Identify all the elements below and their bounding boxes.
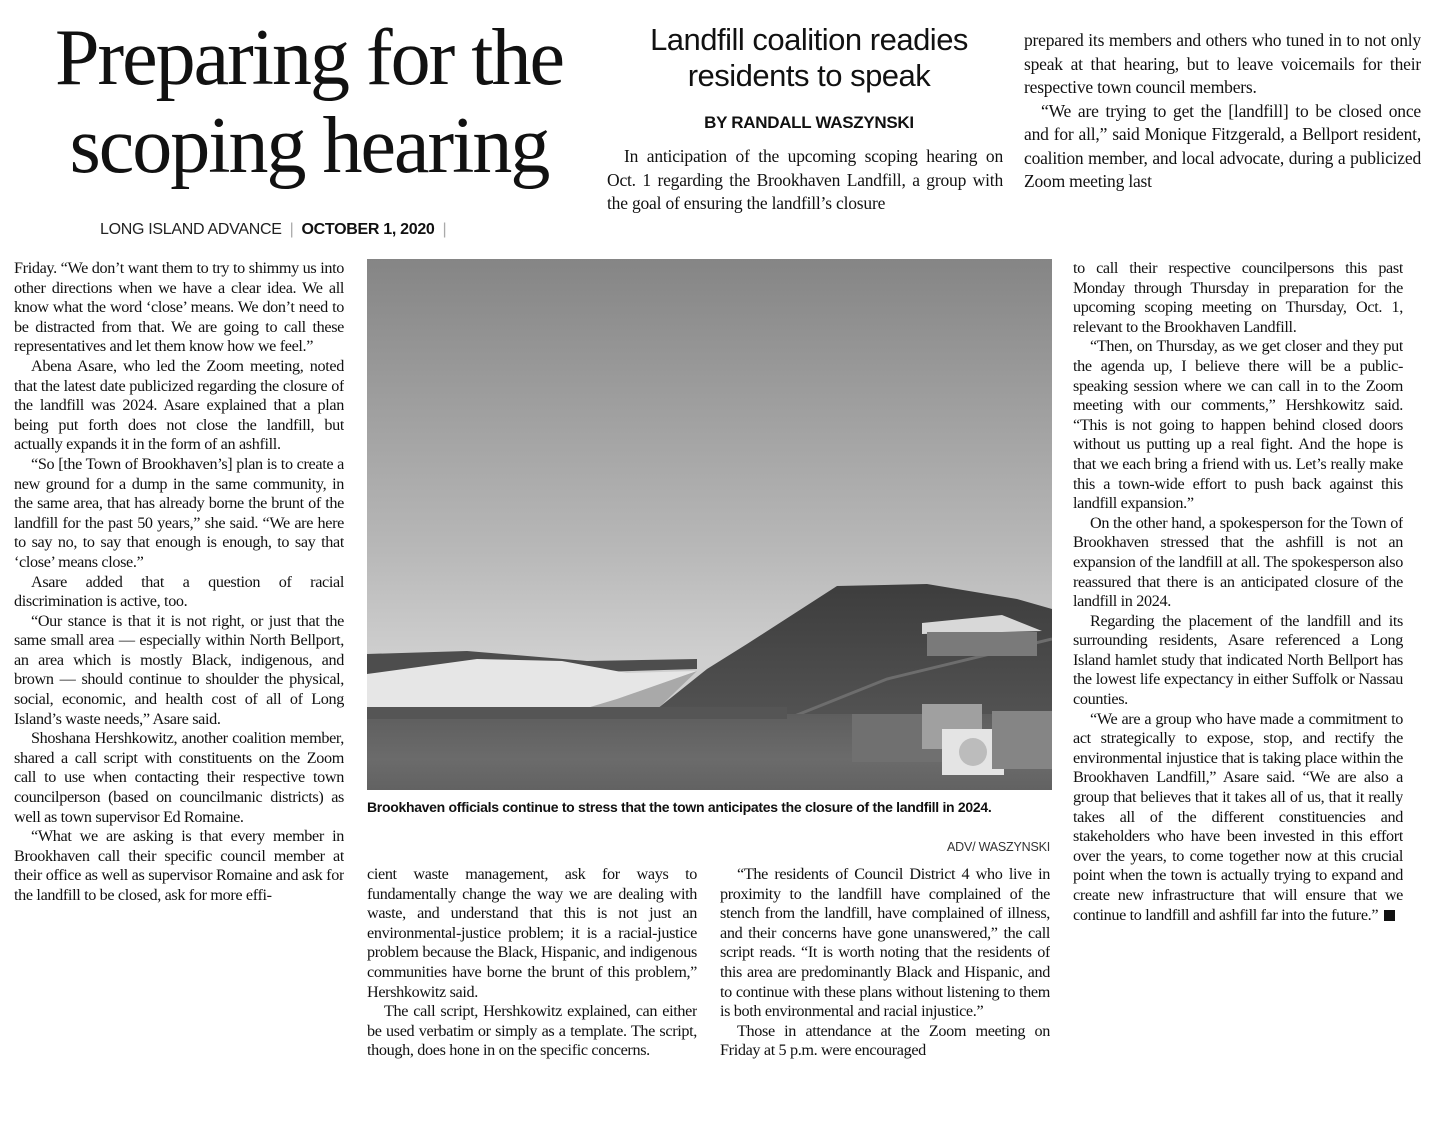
paragraph: The call script, Hershkowitz explained, can either be used verbatim or simply as a template. The script, though, does hone in on the specific concerns. xyxy=(367,1002,697,1060)
photo-caption: Brookhaven officials continue to stress that the town anticipates the closure of the landfill in 2024. xyxy=(367,799,992,815)
photo-washer-door xyxy=(959,738,987,766)
photo-credit: ADV/ WASZYNSKI xyxy=(946,840,1050,854)
separator: | xyxy=(442,221,447,238)
paragraph: cient waste management, ask for ways to fundamentally change the way we are dealing with waste, and understand that this is not just an environmental-justice problem; it is a racial-justice problem because the Black, Hispanic, and indigenous communities have borne the brunt of this problem,” Hershkowitz said. xyxy=(367,865,697,1001)
paragraph: “The residents of Council District 4 who live in proximity to the landfill have complained of the stench from the landfill, have complained of illness, and their concerns have gone unanswered,” the call script reads. “It is worth noting that the residents of this area are predominantly Black and Hispanic, and to continue with these plans without listening to them is both environmental and racial injustice.” xyxy=(720,865,1050,1021)
paragraph: “We are trying to get the [landfill] to be closed once and for all,” said Monique Fitzgerald, a Bellport resident, coalition member, and local advocate, during a publicized Zoom meeting last xyxy=(1024,100,1421,191)
paragraph: Asare added that a question of racial discrimination is active, too. xyxy=(14,572,344,611)
paragraph: prepared its members and others who tuned in to not only speak at that hearing, but to leave voicemails for their respective town council members. xyxy=(1024,30,1421,97)
publication-name: LONG ISLAND ADVANCE xyxy=(100,221,282,238)
paragraph: “What we are asking is that every member in Brookhaven call their specific council member at their office as well as supervisor Romaine and ask for the landfill to be closed, ask for more effi- xyxy=(14,827,344,904)
landfill-photo-icon xyxy=(367,259,1052,790)
paragraph: Regarding the placement of the landfill and its surrounding residents, Asare referenced a Long Island hamlet study that indicated North Bellport has the lowest life expectancy in either Suffolk or Nassau counties. xyxy=(1073,611,1403,709)
column-right xyxy=(1073,259,1403,1121)
photo-container xyxy=(992,711,1052,769)
paragraph: “Then, on Thursday, as we get closer and they put the agenda up, I believe there will be a public-speaking session where we can call in to the Zoom meeting with our comments,” Hershkowitz said. “This is not going to happen behind closed doors without us putting up a real fight. And the hope is that we each bring a friend with us. Let’s really make this a town-wide effort to push back against this landfill expansion.” xyxy=(1073,337,1403,513)
byline: BY RANDALL WASZYNSKI xyxy=(704,113,914,132)
paragraph: Friday. “We don’t want them to try to shimmy us into other directions when we have a clear idea. We all know what the word ‘close’ means. We don’t need to be distracted from that. We are going to call these representatives and let them know how we feel.” xyxy=(14,259,344,356)
paragraph: Abena Asare, who led the Zoom meeting, noted that the latest date publicized regarding the closure of the landfill was 2024. Asare explained that a plan being put forth does not close the landfill, but actually expands it in the form of an ashfill. xyxy=(14,356,344,454)
paragraph-text: “We are a group who have made a commitment to act strategically to expose, stop, and rectify the environmental injustice that is taking place within the Brookhaven Landfill,” Asare said. “We are also a group that believes that it takes all of us, that it really takes all of the different constituencies and stakeholders who have been invested in this effort over the years, to come together now at this crucial point when the town is actually trying to expand and create new infrastructure that will ensure that we continue to landfill and ashfill far into the future.” xyxy=(1073,709,1403,924)
paragraph: Those in attendance at the Zoom meeting on Friday at 5 p.m. were encouraged xyxy=(720,1021,1050,1060)
column-3 xyxy=(720,865,1050,1121)
separator: | xyxy=(289,221,294,238)
subheadline: Landfill coalition readies residents to speak xyxy=(650,22,968,93)
paragraph: “So [the Town of Brookhaven’s] plan is to create a new ground for a dump in the same community, in the same area, that has already borne the brunt of the landfill for the past 50 years,” she said. “We are here to say no, to say that enough is enough, to say that ‘close’ means close.” xyxy=(14,454,344,571)
paragraph: “Our stance is that it is not right, or just that the same small area — especially within North Bellport, an area which is mostly Black, indigenous, and brown — should continue to shoulder the physical, social, economic, and health cost of all of Long Island’s waste needs,” Asare said. xyxy=(14,611,344,728)
top-right-column xyxy=(1024,29,1421,244)
paragraph: to call their respective councilpersons this past Monday through Thursday in preparation for the upcoming scoping meeting on Thursday, Oct. 1, relevant to the Brookhaven Landfill. xyxy=(1073,259,1403,336)
landfill-photo xyxy=(367,259,1052,790)
photo-wall xyxy=(367,707,787,719)
column-2 xyxy=(367,865,697,1121)
paragraph: In anticipation of the upcoming scoping hearing on Oct. 1 regarding the Brookhaven Landfill, a group with the goal of ensuring the landfill’s closure xyxy=(607,146,1003,213)
end-mark-icon xyxy=(1384,910,1395,921)
dateline xyxy=(100,221,520,239)
paragraph: On the other hand, a spokesperson for the Town of Brookhaven stressed that the ashfill is not an expansion of the landfill at all. The spokesperson also reassured that there is an anticipated closure of the landfill in 2024. xyxy=(1073,513,1403,611)
intro-column xyxy=(607,145,1003,240)
column-1 xyxy=(14,259,344,1121)
publication-date: OCTOBER 1, 2020 xyxy=(301,221,435,238)
paragraph xyxy=(1073,710,1403,926)
headline: Preparing for the scoping hearing xyxy=(54,14,564,190)
paragraph: Shoshana Hershkowitz, another coalition member, shared a call script with constituents on the Zoom call to use when contacting their respective town councilperson (based on councilmanic districts) as well as town supervisor Ed Romaine. xyxy=(14,729,344,826)
photo-shed xyxy=(927,632,1037,656)
